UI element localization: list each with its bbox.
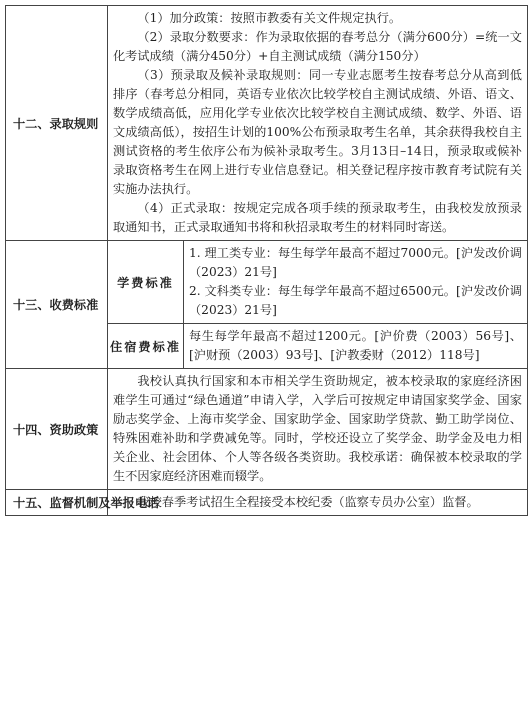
section-title-fees: 十三、收费标准	[6, 241, 108, 369]
section-title-admission-rules: 十二、录取规则	[6, 6, 108, 241]
housing-content	[184, 324, 528, 369]
admission-info-table	[5, 5, 528, 516]
section-row-admission-rules	[6, 6, 528, 241]
section-title-financial-aid: 十四、资助政策	[6, 369, 108, 490]
tuition-line: 2. 文科类专业：每生每学年最高不超过6500元。[沪发改价调（2023）21号]	[189, 284, 522, 317]
rule-paragraph: （2）录取分数要求：作为录取依据的春考总分（满分600分）=统一文化考试成绩（满分450分）+自主测试成绩（满分150分）	[113, 30, 522, 63]
fee-label-tuition: 学费标准	[108, 241, 184, 324]
rule-paragraph: （3）预录取及候补录取规则：同一专业志愿考生按春考总分从高到低排序（春考总分相同，英语专业依次比较学校自主测试成绩、外语、语文、数学成绩高低，应用化学专业依次比较学校自主测试成绩、数学、外语、语文成绩高低），按招生计划的100%公布预录取考生名单，其余获得我校自主测试资格的考生依序公布为候补录取考生。3月13日–14日，预录取或候补录取资格考生在网上进行专业信息登记。相关登记程序按市教育考试院有关实施办法执行。	[113, 68, 522, 196]
rule-paragraph: （4）正式录取：按规定完成各项手续的预录取考生，由我校发放预录取通知书，正式录取通知书将和秋招录取考生的材料同时寄送。	[113, 201, 522, 234]
section-row-supervision	[6, 490, 528, 516]
financial-aid-text: 我校认真执行国家和本市相关学生资助规定，被本校录取的家庭经济困难学生可通过“绿色通道”申请入学，入学后可按规定申请国家奖学金、国家励志奖学金、上海市奖学金、国家助学金、国家助学贷款、勤工助学岗位、特殊困难补助和学费减免等。同时，学校还设立了奖学金、助学金及电力相关企业、社会团体、个人等各级各类资助。我校承诺：确保被本校录取的学生不因家庭经济困难而辍学。	[113, 374, 522, 483]
financial-aid-content	[108, 369, 528, 490]
supervision-content	[108, 490, 528, 516]
tuition-line: 1. 理工类专业：每生每学年最高不超过7000元。[沪发改价调（2023）21号]	[189, 246, 522, 279]
section-row-financial-aid	[6, 369, 528, 490]
housing-line: 每生每学年最高不超过1200元。[沪价费（2003）56号]、[沪财预（2003）93号]、[沪教委财（2012）118号]	[189, 329, 522, 362]
rule-paragraph: （1）加分政策：按照市教委有关文件规定执行。	[137, 11, 402, 25]
admission-rules-content	[108, 6, 528, 241]
tuition-content	[184, 241, 528, 324]
section-row-fees-tuition	[6, 241, 528, 324]
fee-label-housing: 住宿费标准	[108, 324, 184, 369]
section-title-supervision: 十五、监督机制及举报电话	[6, 490, 108, 516]
supervision-text: 我校春季考试招生全程接受本校纪委（监察专员办公室）监督。	[137, 495, 479, 509]
